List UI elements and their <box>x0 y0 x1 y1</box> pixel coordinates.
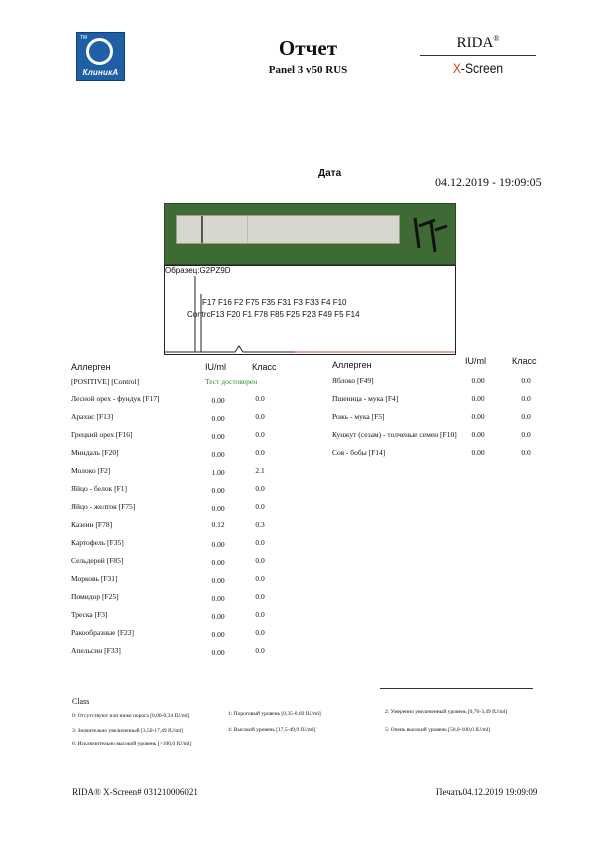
header-iu-right: IU/ml <box>465 356 486 366</box>
table-row: Морковь [F31] <box>71 574 118 583</box>
control-result: Тест достоверен <box>205 377 258 386</box>
iu-value: 0.00 <box>211 540 225 549</box>
iu-value: 0.00 <box>211 450 225 459</box>
table-row: Рожь - мука [F5] <box>332 412 385 421</box>
logo-ring-icon <box>86 38 113 65</box>
footer-print-date: Печать04.12.2019 19:09:09 <box>436 787 538 797</box>
table-row: Яблоко [F49] <box>332 376 374 385</box>
class-value: 0.0 <box>255 574 265 583</box>
legend-title: Class <box>72 697 90 706</box>
brand-label: RIDA <box>456 35 494 51</box>
class-value: 0.0 <box>255 412 265 421</box>
iu-value: 0.00 <box>211 396 225 405</box>
product-x: X <box>452 60 461 76</box>
logo-trademark: TM <box>80 35 88 41</box>
class-value: 0.0 <box>255 394 265 403</box>
brand-name <box>420 34 536 52</box>
class-value: 0.0 <box>521 376 531 385</box>
class-value: 0.0 <box>255 592 265 601</box>
class-value: 0.0 <box>255 538 265 547</box>
iu-value: 0.00 <box>211 504 225 513</box>
report-title: Отчет <box>278 36 338 60</box>
table-row: Пшеница - мука [F4] <box>332 394 399 403</box>
class-value: 0.0 <box>521 412 531 421</box>
table-row: Миндаль [F20] <box>71 448 119 457</box>
table-row: Кунжут (сезам) - толченые семен [F10] <box>332 430 457 439</box>
legend-item: 3: Значительно увеличенный [3,50-17,49 IU/ml] <box>72 728 184 734</box>
class-value: 0.0 <box>255 628 265 637</box>
strip-control-band <box>201 216 203 243</box>
table-row: Грецкий орех [F16] <box>71 430 133 439</box>
brand-divider <box>420 55 536 56</box>
table-row: Картофель [F35] <box>71 538 124 547</box>
iu-value: 0.00 <box>471 394 485 403</box>
header-class-left: Класс <box>252 362 277 372</box>
clinic-logo <box>76 32 125 81</box>
iu-value: 0.00 <box>211 558 225 567</box>
class-value: 0.0 <box>255 556 265 565</box>
iu-value: 0.00 <box>471 448 485 457</box>
product-rest: -Screen <box>460 60 504 76</box>
class-value: 0.0 <box>255 448 265 457</box>
product-name <box>428 60 528 76</box>
header-iu-left: IU/ml <box>205 362 226 372</box>
iu-value: 0.00 <box>211 648 225 657</box>
class-value: 0.0 <box>255 484 265 493</box>
class-value: 0.0 <box>255 646 265 655</box>
class-value: 0.0 <box>521 430 531 439</box>
iu-value: 0.00 <box>211 486 225 495</box>
header-class-right: Класс <box>512 356 537 366</box>
iu-value: 0.00 <box>211 576 225 585</box>
legend-item: 0: Отсутствуют или ниже порога [0,00-0,34 IU/ml] <box>72 713 190 719</box>
footer-serial: RIDA® X-Screen# 031210006021 <box>72 787 198 797</box>
logo-text: КлиникА <box>82 68 119 77</box>
sample-id: Образец:G2PZ9D <box>165 266 231 275</box>
scan-trace <box>165 266 455 354</box>
legend-item: 6: Исключительно высокий уровень [>100,0 IU/ml] <box>72 741 192 747</box>
table-row: Арахис [F13] <box>71 412 114 421</box>
table-row: Ракообразные [F23] <box>71 628 135 637</box>
class-value: 0.3 <box>255 520 265 529</box>
legend-item: 1: Пороговый уровень [0,35-0,69 IU/ml] <box>228 711 321 717</box>
table-row: Сельдерей [F85] <box>71 556 124 565</box>
class-value: 0.0 <box>521 394 531 403</box>
table-row: Лесной орех - фундук [F17] <box>71 394 160 403</box>
iu-value: 0.00 <box>211 630 225 639</box>
iu-value: 0.12 <box>211 520 225 529</box>
iu-value: 0.00 <box>471 430 485 439</box>
class-value: 0.0 <box>255 502 265 511</box>
table-row: Яйцо - желток [F75] <box>71 502 136 511</box>
table-row: Помидор [F25] <box>71 592 119 601</box>
class-value: 0.0 <box>521 448 531 457</box>
date-label: Дата <box>318 168 342 179</box>
handwritten-mark <box>405 208 453 258</box>
table-row: Соя - бобы [F14] <box>332 448 386 457</box>
table-row: Апельсин [F33] <box>71 646 121 655</box>
iu-value: 0.00 <box>211 612 225 621</box>
class-value: 0.0 <box>255 430 265 439</box>
table-row: Треска [F3] <box>71 610 108 619</box>
header-allergen-left: Аллерген <box>71 362 111 372</box>
legend-item: 2: Умеренно увеличенный уровень [0,70-3,49 IU/ml] <box>385 709 508 715</box>
legend-divider <box>380 688 533 689</box>
scan-labels-row1: F17 F16 F2 F75 F35 F31 F3 F33 F4 F10 <box>202 298 347 307</box>
test-strip <box>176 215 400 244</box>
iu-value: 1.00 <box>211 468 225 477</box>
class-value: 0.0 <box>255 610 265 619</box>
report-subtitle: Panel 3 v50 RUS <box>268 64 348 76</box>
header-allergen-right: Аллерген <box>332 360 372 370</box>
table-row: [POSITIVE] [Control] <box>71 377 140 386</box>
iu-value: 0.00 <box>471 376 485 385</box>
iu-value: 0.00 <box>211 594 225 603</box>
legend-item: 5: Очень высокий уровень [50,0-100,0 IU/ml] <box>385 727 491 733</box>
scan-labels-row2: ContrcF13 F20 F1 F78 F85 F25 F23 F49 F5 F14 <box>187 310 360 319</box>
table-row: Молоко [F2] <box>71 466 111 475</box>
iu-value: 0.00 <box>211 432 225 441</box>
table-row: Яйцо - белок [F1] <box>71 484 128 493</box>
iu-value: 0.00 <box>471 412 485 421</box>
iu-value: 0.00 <box>211 414 225 423</box>
strip-band <box>247 216 248 243</box>
date-value: 04.12.2019 - 19:09:05 <box>435 175 542 189</box>
brand-registered: ® <box>493 34 500 43</box>
table-row: Казеин [F78] <box>71 520 113 529</box>
class-value: 2.1 <box>255 466 265 475</box>
legend-item: 4: Высокий уровень [17,5-49,9 IU/ml] <box>228 727 316 733</box>
